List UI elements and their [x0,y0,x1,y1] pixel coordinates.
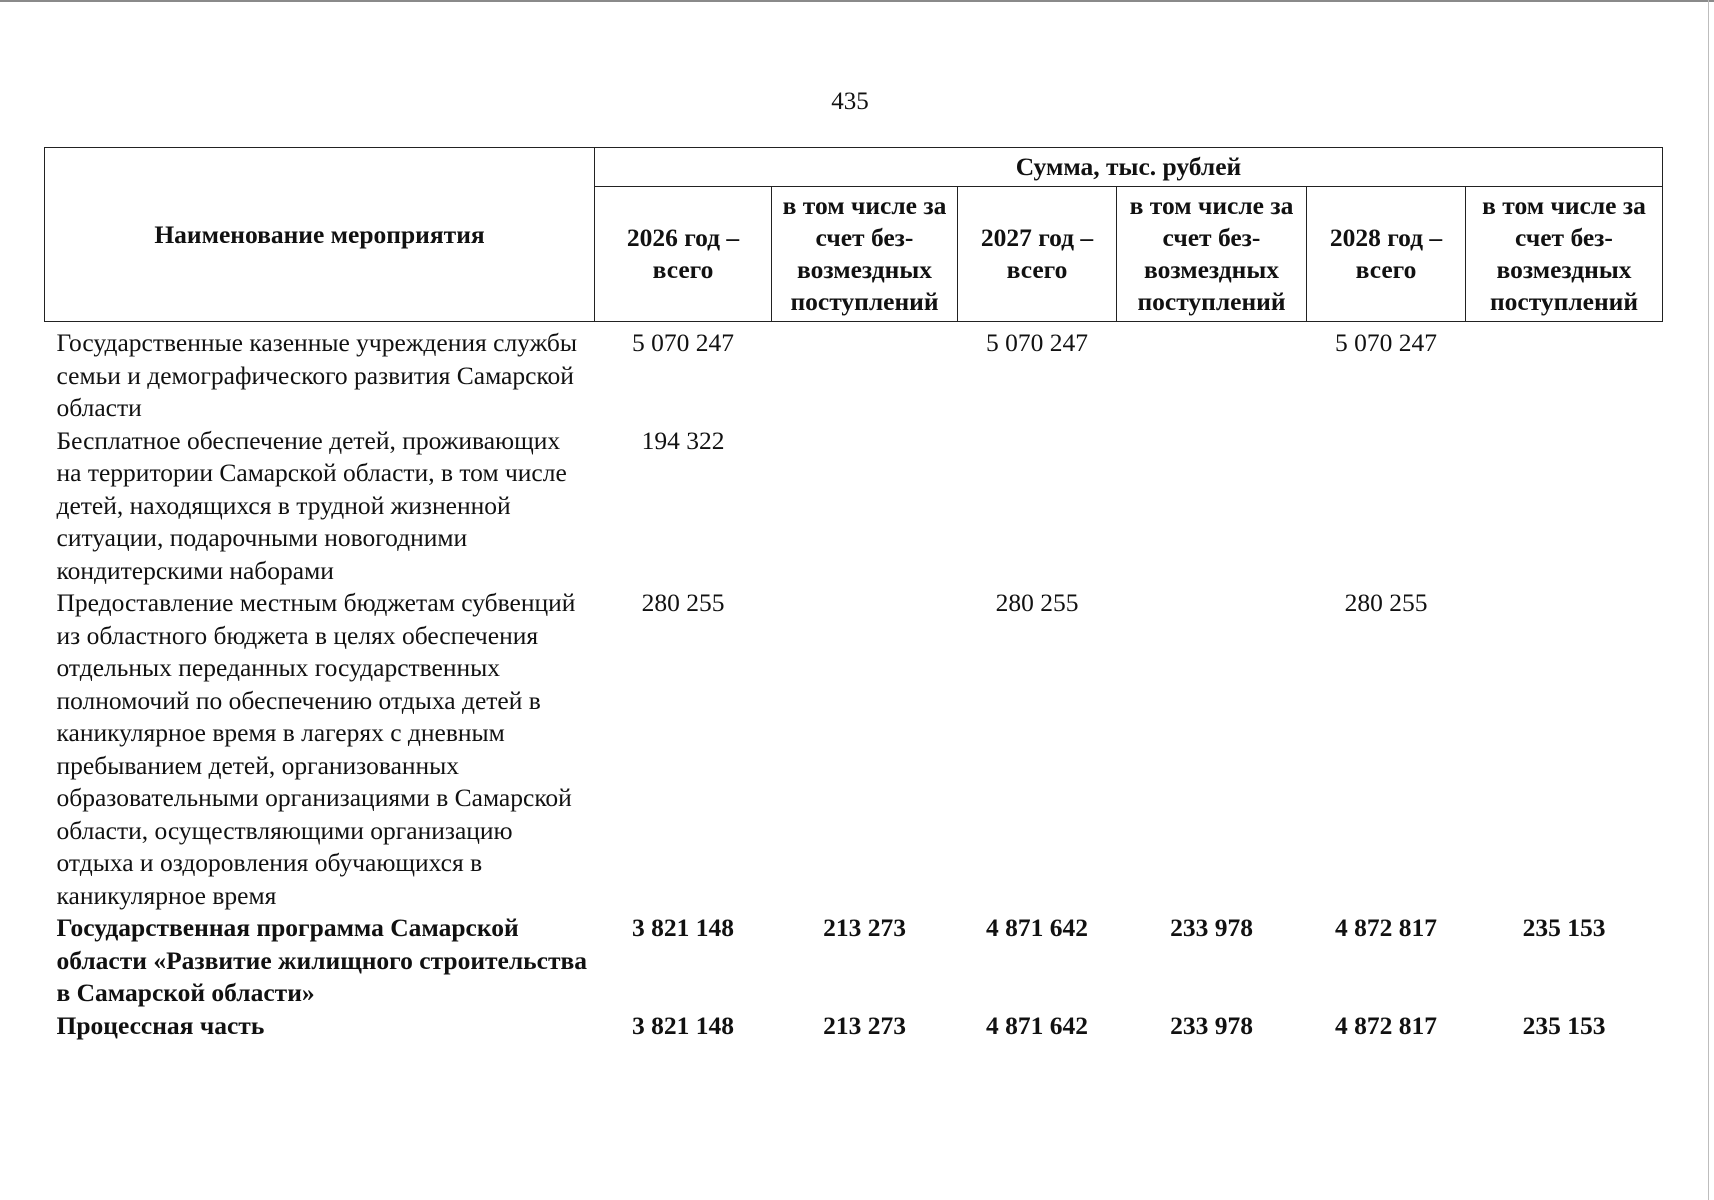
value-2026-grants: 213 273 [823,913,906,942]
header-2026-total: 2026 год – всего [595,187,772,322]
value-2028-total: 5 070 247 [1335,328,1437,357]
header-2028-total: 2028 год – всего [1307,187,1466,322]
table-row [45,587,1663,912]
value-2026-grants [772,322,958,425]
value-2028-grants: 235 153 [1522,913,1606,942]
header-sum-group: Сумма, тыс. рублей [595,148,1663,187]
value-2026-total: 194 322 [641,425,725,455]
value-2028-total: 4 872 817 [1335,913,1437,942]
value-2028-total: 280 255 [1344,588,1428,617]
header-name-column: Наименование мероприятия [45,148,595,322]
value-2026-grants [772,425,958,588]
table-header [45,148,1663,322]
value-2026-grants [772,587,958,912]
table-row [45,322,1663,425]
value-2028-grants: 235 153 [1522,1010,1606,1040]
header-2027-grants: в том числе за счет без-возмездных поступлений [1117,187,1307,322]
value-2026-total: 3 821 148 [632,1010,734,1040]
row-name: Процессная часть [56,1010,265,1040]
value-2026-total: 5 070 247 [632,328,734,357]
header-2028-grants: в том числе за счет без-возмездных поступлений [1466,187,1663,322]
value-2028-grants [1466,322,1663,425]
scan-edge-right [1708,0,1709,1200]
value-2026-total: 3 821 148 [632,913,734,942]
budget-table [44,147,1663,1042]
table-row [45,425,1663,588]
value-2027-grants [1117,425,1307,588]
value-2028-total [1307,425,1466,588]
value-2027-grants: 233 978 [1170,1010,1253,1040]
value-2027-grants [1117,587,1307,912]
row-name: Бесплатное обеспечение детей, проживающих на территории Самарской области, в том числе детей, находящихся в трудной жизненной ситуации, подарочными новогодними кондитерскими наборами [56,425,567,585]
value-2027-total: 4 871 642 [986,1010,1088,1040]
value-2028-total: 4 872 817 [1335,1010,1437,1040]
header-2026-grants: в том числе за счет без-возмездных поступлений [772,187,958,322]
value-2028-grants [1466,425,1663,588]
page-number: 435 [831,88,869,115]
value-2026-grants: 213 273 [823,1010,906,1040]
value-2027-grants [1117,322,1307,425]
value-2027-total: 5 070 247 [986,328,1088,357]
table-row [45,1010,1663,1043]
value-2028-grants [1466,587,1663,912]
value-2026-total: 280 255 [641,588,725,617]
header-2027-total: 2027 год – всего [958,187,1117,322]
value-2027-total [958,425,1117,588]
table-row [45,912,1663,1010]
row-name: Предоставление местным бюджетам субвенций из областного бюджета в целях обеспечения отдельных переданных государственных полномочий по обеспечению отдыха детей в каникулярное время в лагерях с дневным пребыванием детей, организованных образовательными организациями в Самарской области, осуществляющими организацию отдыха и оздоровления обучающихся в каникулярное время [56,588,576,910]
value-2027-total: 4 871 642 [986,913,1088,942]
row-name: Государственная программа Самарской области «Развитие жилищного строительства в Самарской области» [56,913,588,1007]
value-2027-total: 280 255 [995,588,1079,617]
value-2027-grants: 233 978 [1170,913,1253,942]
row-name: Государственные казенные учреждения службы семьи и демографического развития Самарской области [56,328,577,422]
scan-edge-top [0,0,1714,2]
